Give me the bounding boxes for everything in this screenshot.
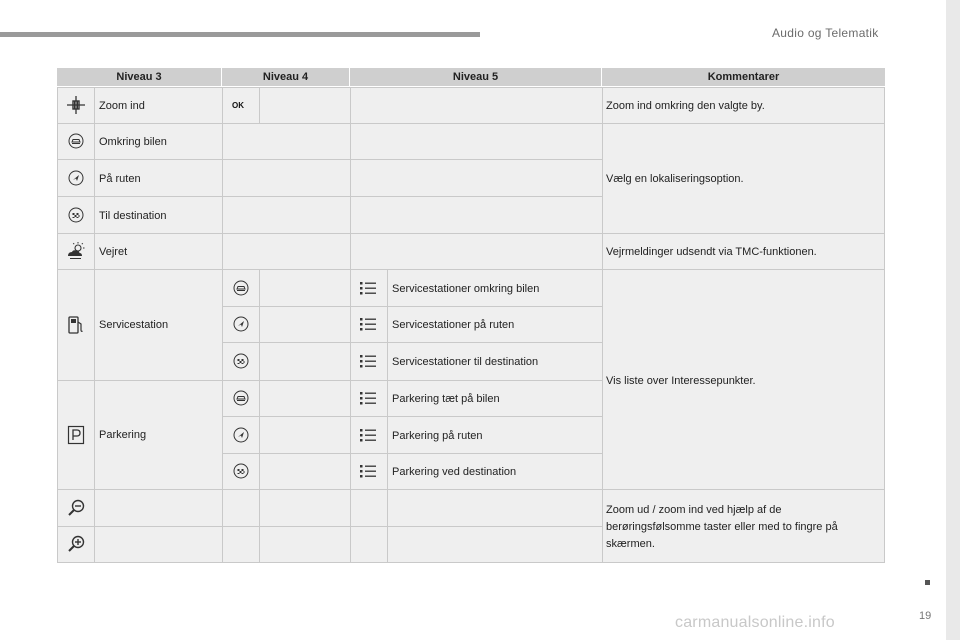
parking-at-destination[interactable]: Parkering ved destination	[392, 466, 517, 478]
page-edge-strip	[946, 0, 960, 640]
table-cell	[259, 416, 351, 454]
table-cell	[259, 342, 351, 381]
list-icon	[357, 314, 379, 334]
table-cell	[387, 489, 603, 527]
zoom-in-icon[interactable]	[65, 533, 87, 555]
destination-flag-icon	[230, 460, 252, 482]
table-cell	[222, 233, 351, 270]
to-destination-label[interactable]: Til destination	[99, 210, 167, 222]
table-cell	[350, 87, 603, 124]
table-cell	[350, 233, 603, 270]
table-cell	[350, 123, 603, 160]
zoom-comment: Zoom ud / zoom ind ved hjælp af de berøringsfølsomme taster eller med to fingre på skærmen.	[606, 504, 838, 550]
destination-flag-icon	[65, 204, 87, 226]
table-cell	[259, 380, 351, 417]
col-header-level4: Niveau 4	[222, 68, 350, 86]
servicestation-label[interactable]: Servicestation	[99, 319, 169, 331]
poi-comment: Vis liste over Interessepunkter.	[606, 375, 756, 387]
parking-label[interactable]: Parkering	[99, 429, 147, 441]
table-cell	[222, 196, 351, 234]
zoom-out-icon[interactable]	[65, 497, 87, 519]
list-icon	[357, 351, 379, 371]
servicestation-to-destination[interactable]: Servicestationer til destination	[392, 356, 539, 368]
weather-comment: Vejrmeldinger udsendt via TMC-funktionen.	[606, 246, 817, 258]
servicestation-on-route[interactable]: Servicestationer på ruten	[392, 319, 515, 331]
section-title: Audio og Telematik	[772, 26, 879, 40]
table-row	[94, 489, 223, 527]
list-icon	[357, 278, 379, 298]
parking-near-car[interactable]: Parkering tæt på bilen	[392, 393, 500, 405]
car-circle-icon	[230, 387, 252, 409]
table-cell	[222, 489, 260, 527]
parking-on-route[interactable]: Parkering på ruten	[392, 430, 483, 442]
table-cell	[350, 489, 388, 527]
fuel-pump-icon	[65, 313, 87, 337]
table-cell	[350, 159, 603, 197]
list-icon	[357, 461, 379, 481]
list-icon	[357, 425, 379, 445]
weather-label[interactable]: Vejret	[99, 246, 128, 258]
parking-icon	[65, 423, 87, 447]
page-number: 19	[919, 610, 932, 622]
ok-button[interactable]: OK	[232, 101, 244, 110]
route-arrow-icon	[65, 167, 87, 189]
car-circle-icon	[230, 277, 252, 299]
watermark: carmanualsonline.info	[675, 614, 835, 631]
zoom-in-label: Zoom ind	[99, 100, 145, 112]
route-arrow-icon	[230, 313, 252, 335]
table-cell	[222, 159, 351, 197]
zoom-in-comment: Zoom ind omkring den valgte by.	[606, 100, 765, 112]
table-cell	[259, 489, 351, 527]
table-row	[94, 526, 223, 563]
table-cell	[350, 526, 388, 563]
table-cell	[387, 526, 603, 563]
location-option-comment: Vælg en lokaliseringsoption.	[606, 173, 744, 185]
table-cell	[259, 453, 351, 490]
around-car-label[interactable]: Omkring bilen	[99, 136, 167, 148]
on-route-label[interactable]: På ruten	[99, 173, 141, 185]
col-header-level3: Niveau 3	[57, 68, 222, 86]
weather-sun-cloud-icon	[64, 240, 88, 262]
table-cell	[222, 123, 351, 160]
col-header-comments: Kommentarer	[602, 68, 885, 86]
table-cell	[259, 306, 351, 343]
car-circle-icon	[65, 130, 87, 152]
col-header-level5: Niveau 5	[350, 68, 602, 86]
route-arrow-icon	[230, 424, 252, 446]
list-icon	[357, 388, 379, 408]
table-cell	[259, 269, 351, 307]
zoom-crosshair-icon	[65, 94, 87, 116]
destination-flag-icon	[230, 350, 252, 372]
table-cell	[222, 526, 260, 563]
table-cell	[259, 526, 351, 563]
page-bullet	[925, 580, 930, 585]
table-cell	[350, 196, 603, 234]
menu-table	[57, 68, 885, 563]
servicestation-around-car[interactable]: Servicestationer omkring bilen	[392, 283, 540, 295]
table-cell	[259, 87, 351, 124]
header-bar	[0, 32, 480, 37]
